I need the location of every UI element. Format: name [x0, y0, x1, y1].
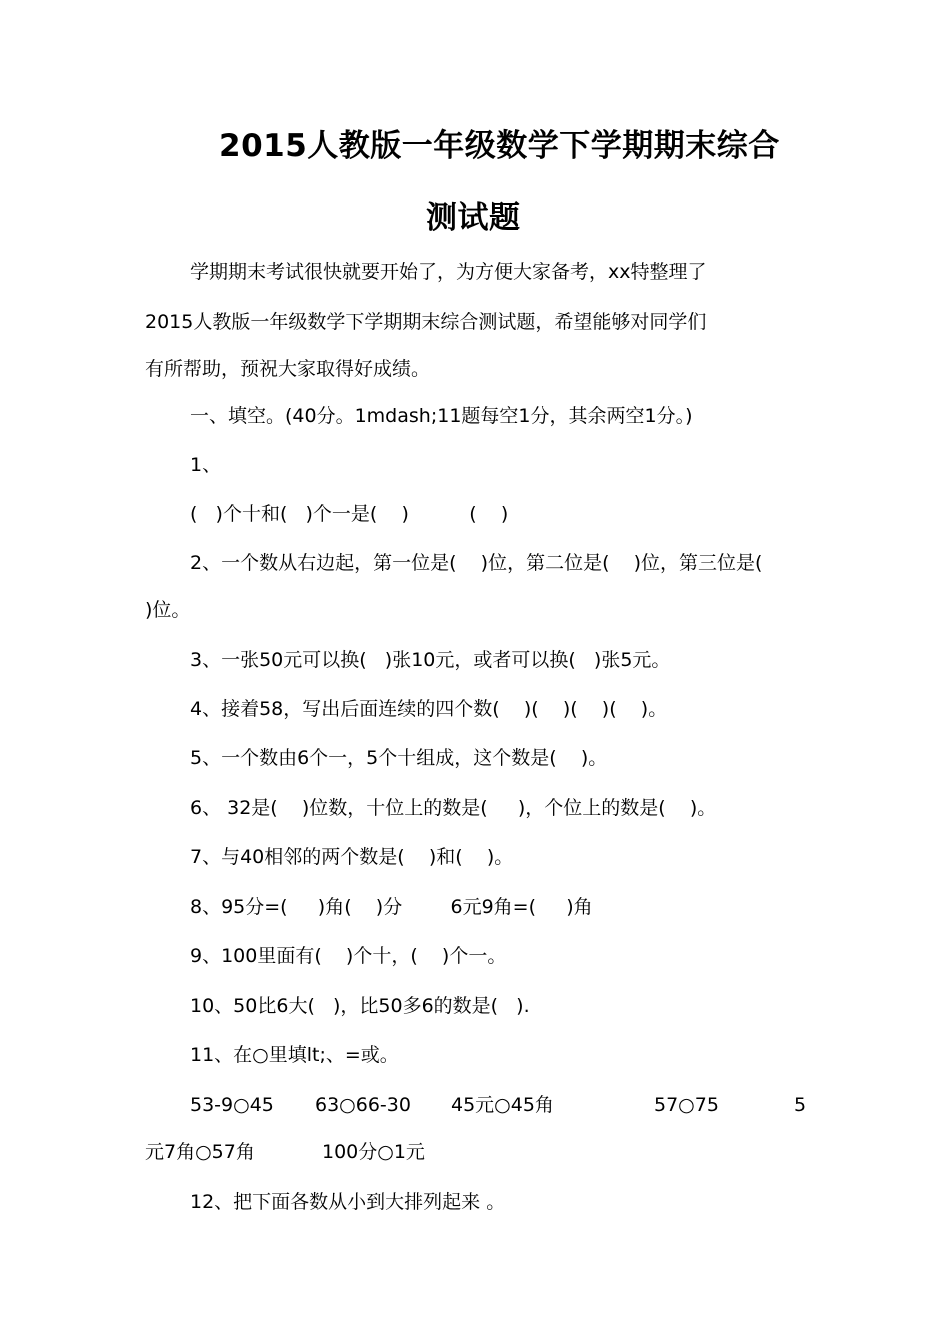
- question-8: 8、95分=( )角( )分 6元9角=( )角: [190, 896, 593, 918]
- intro-line-2: 2015人教版一年级数学下学期期末综合测试题，希望能够对同学们: [145, 311, 707, 333]
- question-2-line-1: 2、一个数从右边起，第一位是( )位，第二位是( )位，第三位是(: [190, 552, 763, 574]
- question-1-label: 1、: [190, 454, 222, 476]
- comparison-item: 元7角○57角: [145, 1141, 255, 1163]
- question-11: 11、在○里填lt;、=或。: [190, 1044, 399, 1066]
- question-6: 6、 32是( )位数，十位上的数是( )，个位上的数是( )。: [190, 797, 717, 819]
- question-3: 3、一张50元可以换( )张10元，或者可以换( )张5元。: [190, 649, 671, 671]
- comparison-item: 53-9○45: [190, 1094, 274, 1116]
- intro-line-1: 学期期末考试很快就要开始了，为方便大家备考，xx特整理了: [190, 261, 707, 283]
- document-title-line2: 测试题: [426, 200, 521, 236]
- intro-line-3: 有所帮助，预祝大家取得好成绩。: [145, 358, 431, 380]
- section-heading: 一、填空。(40分。1mdash;11题每空1分，其余两空1分。): [190, 405, 693, 427]
- comparison-item: 57○75: [654, 1094, 719, 1116]
- question-12: 12、把下面各数从小到大排列起来 。: [190, 1191, 506, 1213]
- comparison-item: 100分○1元: [322, 1141, 425, 1163]
- comparison-item: 63○66-30: [315, 1094, 411, 1116]
- comparison-item: 45元○45角: [451, 1094, 554, 1116]
- question-10: 10、50比6大( )，比50多6的数是( ).: [190, 995, 530, 1017]
- document-title-line1: 2015人教版一年级数学下学期期末综合: [219, 128, 780, 164]
- comparison-item: 5: [794, 1094, 807, 1116]
- question-9: 9、100里面有( )个十，( )个一。: [190, 945, 507, 967]
- question-5: 5、一个数由6个一，5个十组成，这个数是( )。: [190, 747, 608, 769]
- question-1-text: ( )个十和( )个一是( ) ( ): [190, 503, 509, 525]
- question-7: 7、与40相邻的两个数是( )和( )。: [190, 846, 514, 868]
- question-4: 4、接着58，写出后面连续的四个数( )( )( )( )。: [190, 698, 668, 720]
- question-2-line-2: )位。: [145, 599, 191, 621]
